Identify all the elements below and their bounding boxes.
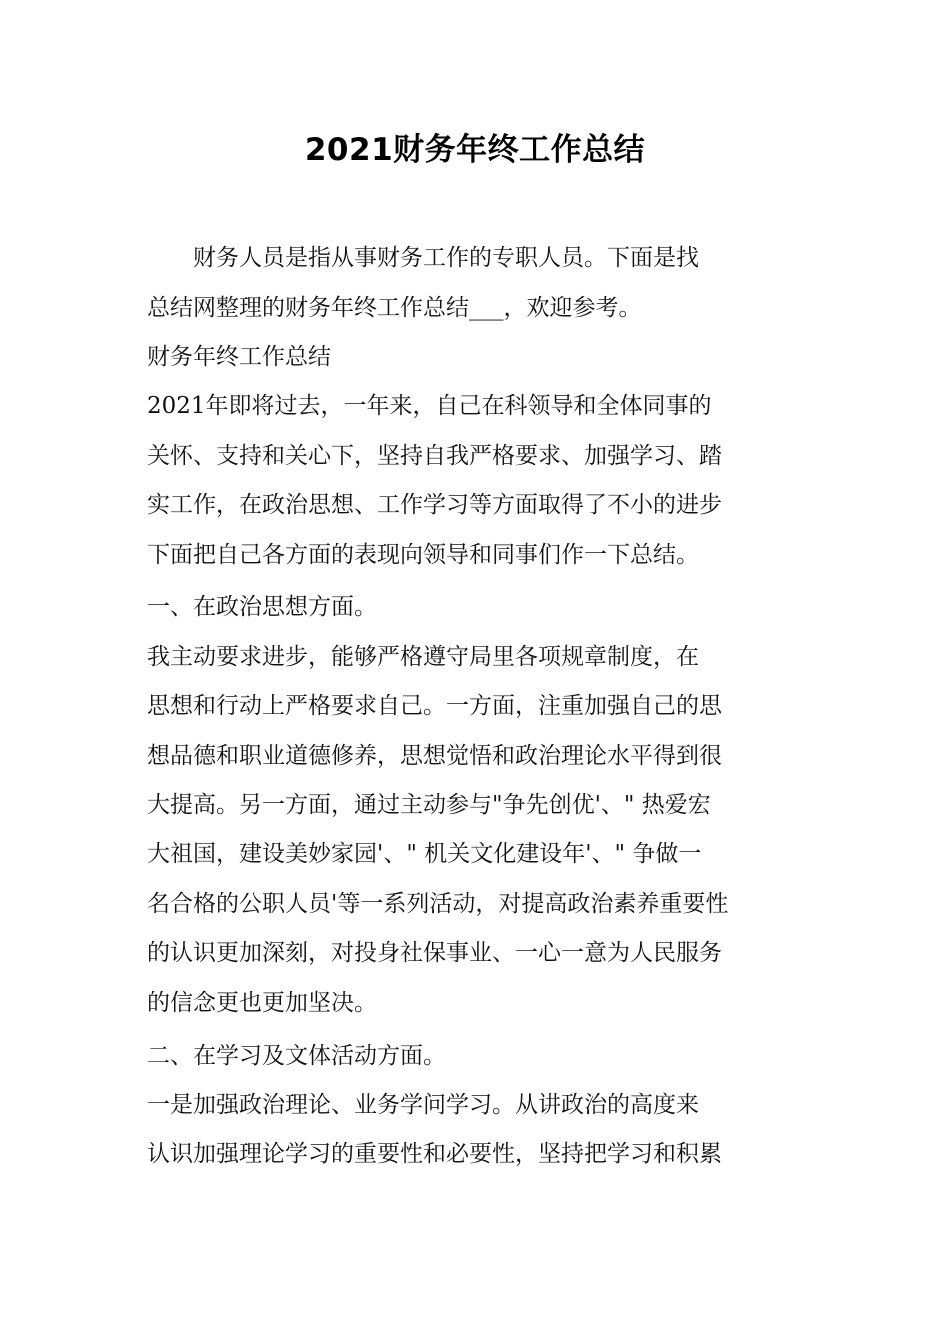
- paragraph-line: 认识加强理论学习的重要性和必要性，坚持把学习和积累: [147, 1141, 722, 1167]
- paragraph-line: 大祖国，建设美妙家园'、" 机关文化建设年'、" 争做一: [147, 841, 702, 867]
- paragraph-line: 财务年终工作总结: [147, 344, 331, 370]
- paragraph-line: 名合格的公职人员'等一系列活动，对提高政治素养重要性: [147, 891, 729, 917]
- paragraph-line: 的信念更也更加坚决。: [147, 990, 377, 1016]
- paragraph-line: 二、在学习及文体活动方面。: [147, 1043, 446, 1069]
- paragraph-line: 我主动要求进步，能够严格遵守局里各项规章制度，在: [147, 644, 699, 670]
- paragraph-line: 一、在政治思想方面。: [147, 594, 377, 620]
- paragraph-line: 一是加强政治理论、业务学问学习。从讲政治的高度来: [147, 1092, 699, 1118]
- paragraph-line: 实工作，在政治思想、工作学习等方面取得了不小的进步: [147, 492, 722, 518]
- paragraph-line: 下面把自己各方面的表现向领导和同事们作一下总结。: [147, 542, 699, 568]
- paragraph-line: 思想和行动上严格要求自己。一方面，注重加强自己的思: [147, 693, 722, 719]
- paragraph-line: 的认识更加深刻，对投身社保事业、一心一意为人民服务: [147, 940, 722, 966]
- paragraph-line: 总结网整理的财务年终工作总结___，欢迎参考。: [147, 295, 642, 321]
- paragraph-line: 大提高。另一方面，通过主动参与"争先创优'、" 热爱宏: [147, 792, 711, 818]
- paragraph-line: 关怀、支持和关心下，坚持自我严格要求、加强学习、踏: [147, 443, 722, 469]
- paragraph-line: 财务人员是指从事财务工作的专职人员。下面是找: [147, 245, 699, 271]
- paragraph-line: 想品德和职业道德修养，思想觉悟和政治理论水平得到很: [147, 743, 722, 769]
- document-title: 2021财务年终工作总结: [304, 132, 646, 168]
- paragraph-line: 2021年即将过去，一年来，自己在科领导和全体同事的: [147, 393, 712, 419]
